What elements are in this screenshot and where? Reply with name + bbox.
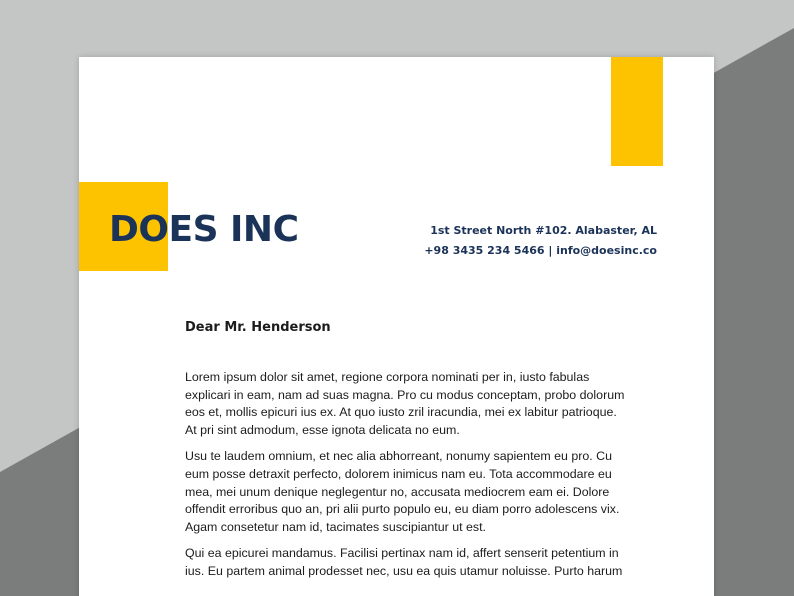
accent-bar-top [611,57,663,166]
letter-body [185,319,631,590]
company-address: 1st Street North #102. Alabaster, AL [430,224,657,237]
company-name: DOES INC [109,209,299,250]
paragraph-2: Usu te laudem omnium, et nec alia abhorreant, nonumy sapientem eu pro. Cu eum posse detraxit perfecto, dolorem inimicus nam eu. Tota accommodare eu mea, mei unum denique neglegentur no, accusata mediocrem eam ei. Dolore offendit erroribus quo an, pri alii purto populo eu, eu diam porro adolescens vix. Agam consetetur nam id, tacimates suscipiantur ut est. [185,449,620,534]
paragraph-1: Lorem ipsum dolor sit amet, regione corpora nominati per in, iusto fabulas explicari in eam, nam ad suas magna. Pro cu modus conceptam, probo dolorum eos et, mollis epicuri ius ex. At quo iusto zril iracundia, mei ex labitur patrioque. At pri sint admodum, esse ignota delicata no eum. [185,370,625,437]
company-phone-email: +98 3435 234 5466 | info@doesinc.co [424,244,657,257]
salutation: Dear Mr. Henderson [185,320,331,335]
letterhead-page [79,57,714,596]
paragraph-3: Qui ea epicurei mandamus. Facilisi pertinax nam id, affert senserit petentium in ius. Eu partem animal prodesset nec, usu ea quis utamur noluisse. Purto harum [185,546,623,578]
contact-info [424,221,657,261]
